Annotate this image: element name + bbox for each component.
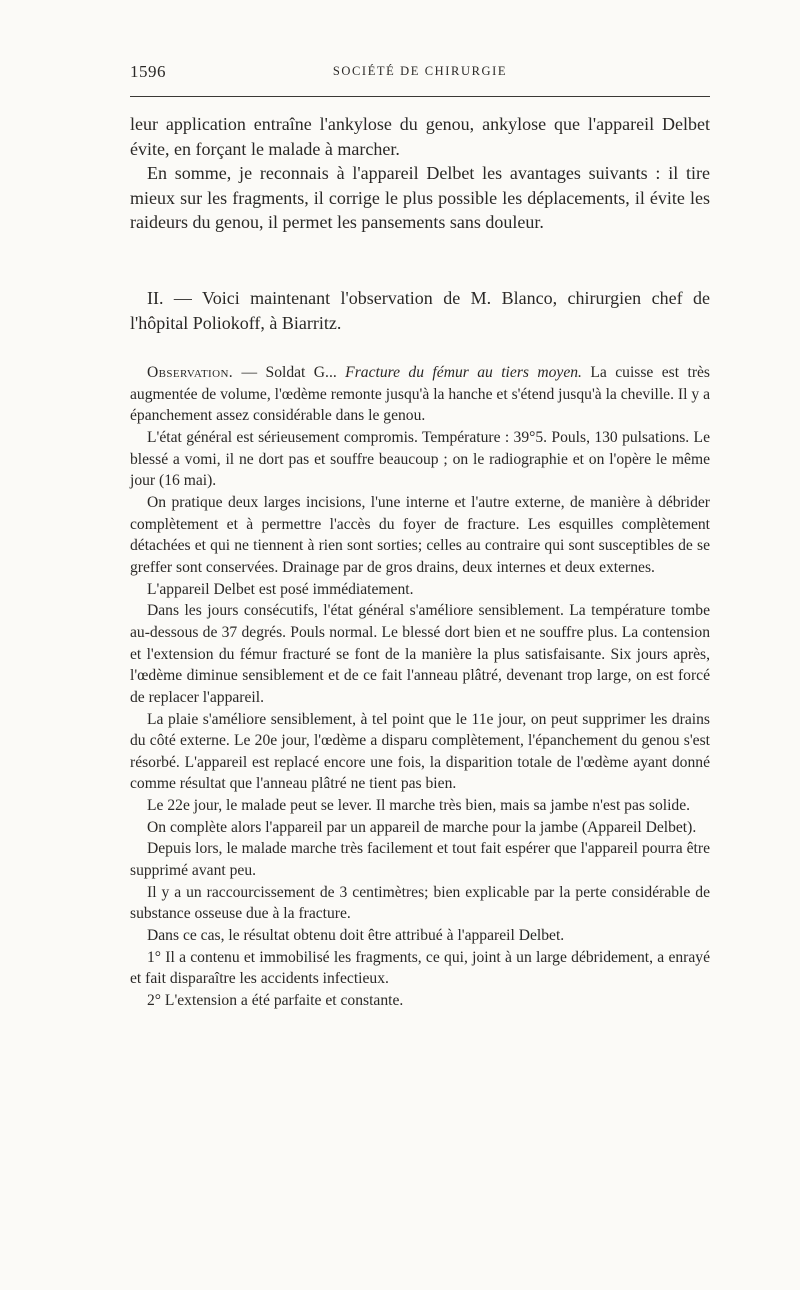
observation-paragraph: On pratique deux larges incisions, l'une interne et l'autre externe, de manière à débrider complètement et à permettre l'accès du foyer de fracture. Les esquilles complètement détachées et qui ne tiennent à rien sont sorties; celles au contraire qui sont susceptibles de se greffer sont conservées. Drainage par de gros drains, deux internes et deux externes. [130, 493, 710, 576]
paragraph-summary: En somme, je reconnais à l'appareil Delbet les avantages suivants : il tire mieux sur les fragments, il corrige le plus possible les déplacements, il évite les raideurs du genou, il permet les pansements sans douleur. [130, 163, 710, 233]
observation-label: Observation. [147, 364, 234, 381]
header-rule [130, 96, 710, 97]
observation-paragraph: Depuis lors, le malade marche très facilement et tout fait espérer que l'appareil pourra être supprimé avant peu. [130, 840, 710, 880]
observation-paragraph: On complète alors l'appareil par un appareil de marche pour la jambe (Appareil Delbet). [147, 818, 697, 836]
intro-text [130, 112, 710, 235]
observation-paragraph: Le 22e jour, le malade peut se lever. Il marche très bien, mais sa jambe n'est pas solide. [147, 797, 691, 815]
page-header [130, 62, 710, 82]
observation-paragraph: Dans ce cas, le résultat obtenu doit être attribué à l'appareil Delbet. [147, 927, 565, 945]
observation-first-rest: La cuisse est très augmentée de volume, l'œdème remonte jusqu'à la hanche et s'étend jusqu'à la cheville. Il y a épanchement assez considérable dans le genou. [130, 364, 710, 425]
observation-lead: — Soldat G... [233, 364, 346, 381]
page-number: 1596 [130, 62, 166, 81]
observation-paragraph: Dans les jours consécutifs, l'état général s'améliore sensiblement. La température tombe au-dessous de 37 degrés. Pouls normal. Le blessé dort bien et ne souffre plus. La contension et l'extension du fémur fracturé se font de la manière la plus satisfaisante. Six jours après, l'œdème diminue sensiblement et de ce fait l'anneau plâtré, devenant trop large, on est forcé de replacer l'appareil. [130, 602, 710, 706]
observation-paragraph: 2° L'extension a été parfaite et constante. [147, 992, 404, 1010]
running-head: SOCIÉTÉ DE CHIRURGIE [332, 64, 508, 78]
observation-first-paragraph [130, 362, 710, 427]
paragraph-continuation: leur application entraîne l'ankylose du genou, ankylose que l'appareil Delbet évite, en forçant le malade à marcher. [130, 114, 710, 159]
observation-paragraph: La plaie s'améliore sensiblement, à tel point que le 11e jour, on peut supprimer les drains du côté externe. Le 20e jour, l'œdème a disparu complètement, l'épanchement du genou s'est résorbé. L'appareil est replacé encore une fois, la disparition totale de l'œdème ayant donné comme résultat que l'anneau plâtré ne tient pas bien. [130, 710, 710, 793]
section-ii-text: II. — Voici maintenant l'observation de M. Blanco, chirurgien chef de l'hôpital Poliokoff, à Biarritz. [130, 288, 710, 333]
observation-paragraph: 1° Il a contenu et immobilisé les fragments, ce qui, joint à un large débridement, a enrayé et fait disparaître les accidents infectieux. [130, 948, 710, 988]
observation-title: Fracture du fémur au tiers moyen. [345, 364, 582, 381]
observation [130, 362, 710, 1012]
observation-paragraph: Il y a un raccourcissement de 3 centimètres; bien explicable par la perte considérable de substance osseuse due à la fracture. [130, 883, 710, 923]
observation-paragraph: L'appareil Delbet est posé immédiatement. [147, 580, 414, 598]
section-ii [130, 286, 710, 335]
observation-paragraph: L'état général est sérieusement compromis. Température : 39°5. Pouls, 130 pulsations. Le blessé a vomi, il ne dort pas et souffre beaucoup ; on le radiographie et on l'opère le même jour (16 mai). [130, 428, 710, 490]
